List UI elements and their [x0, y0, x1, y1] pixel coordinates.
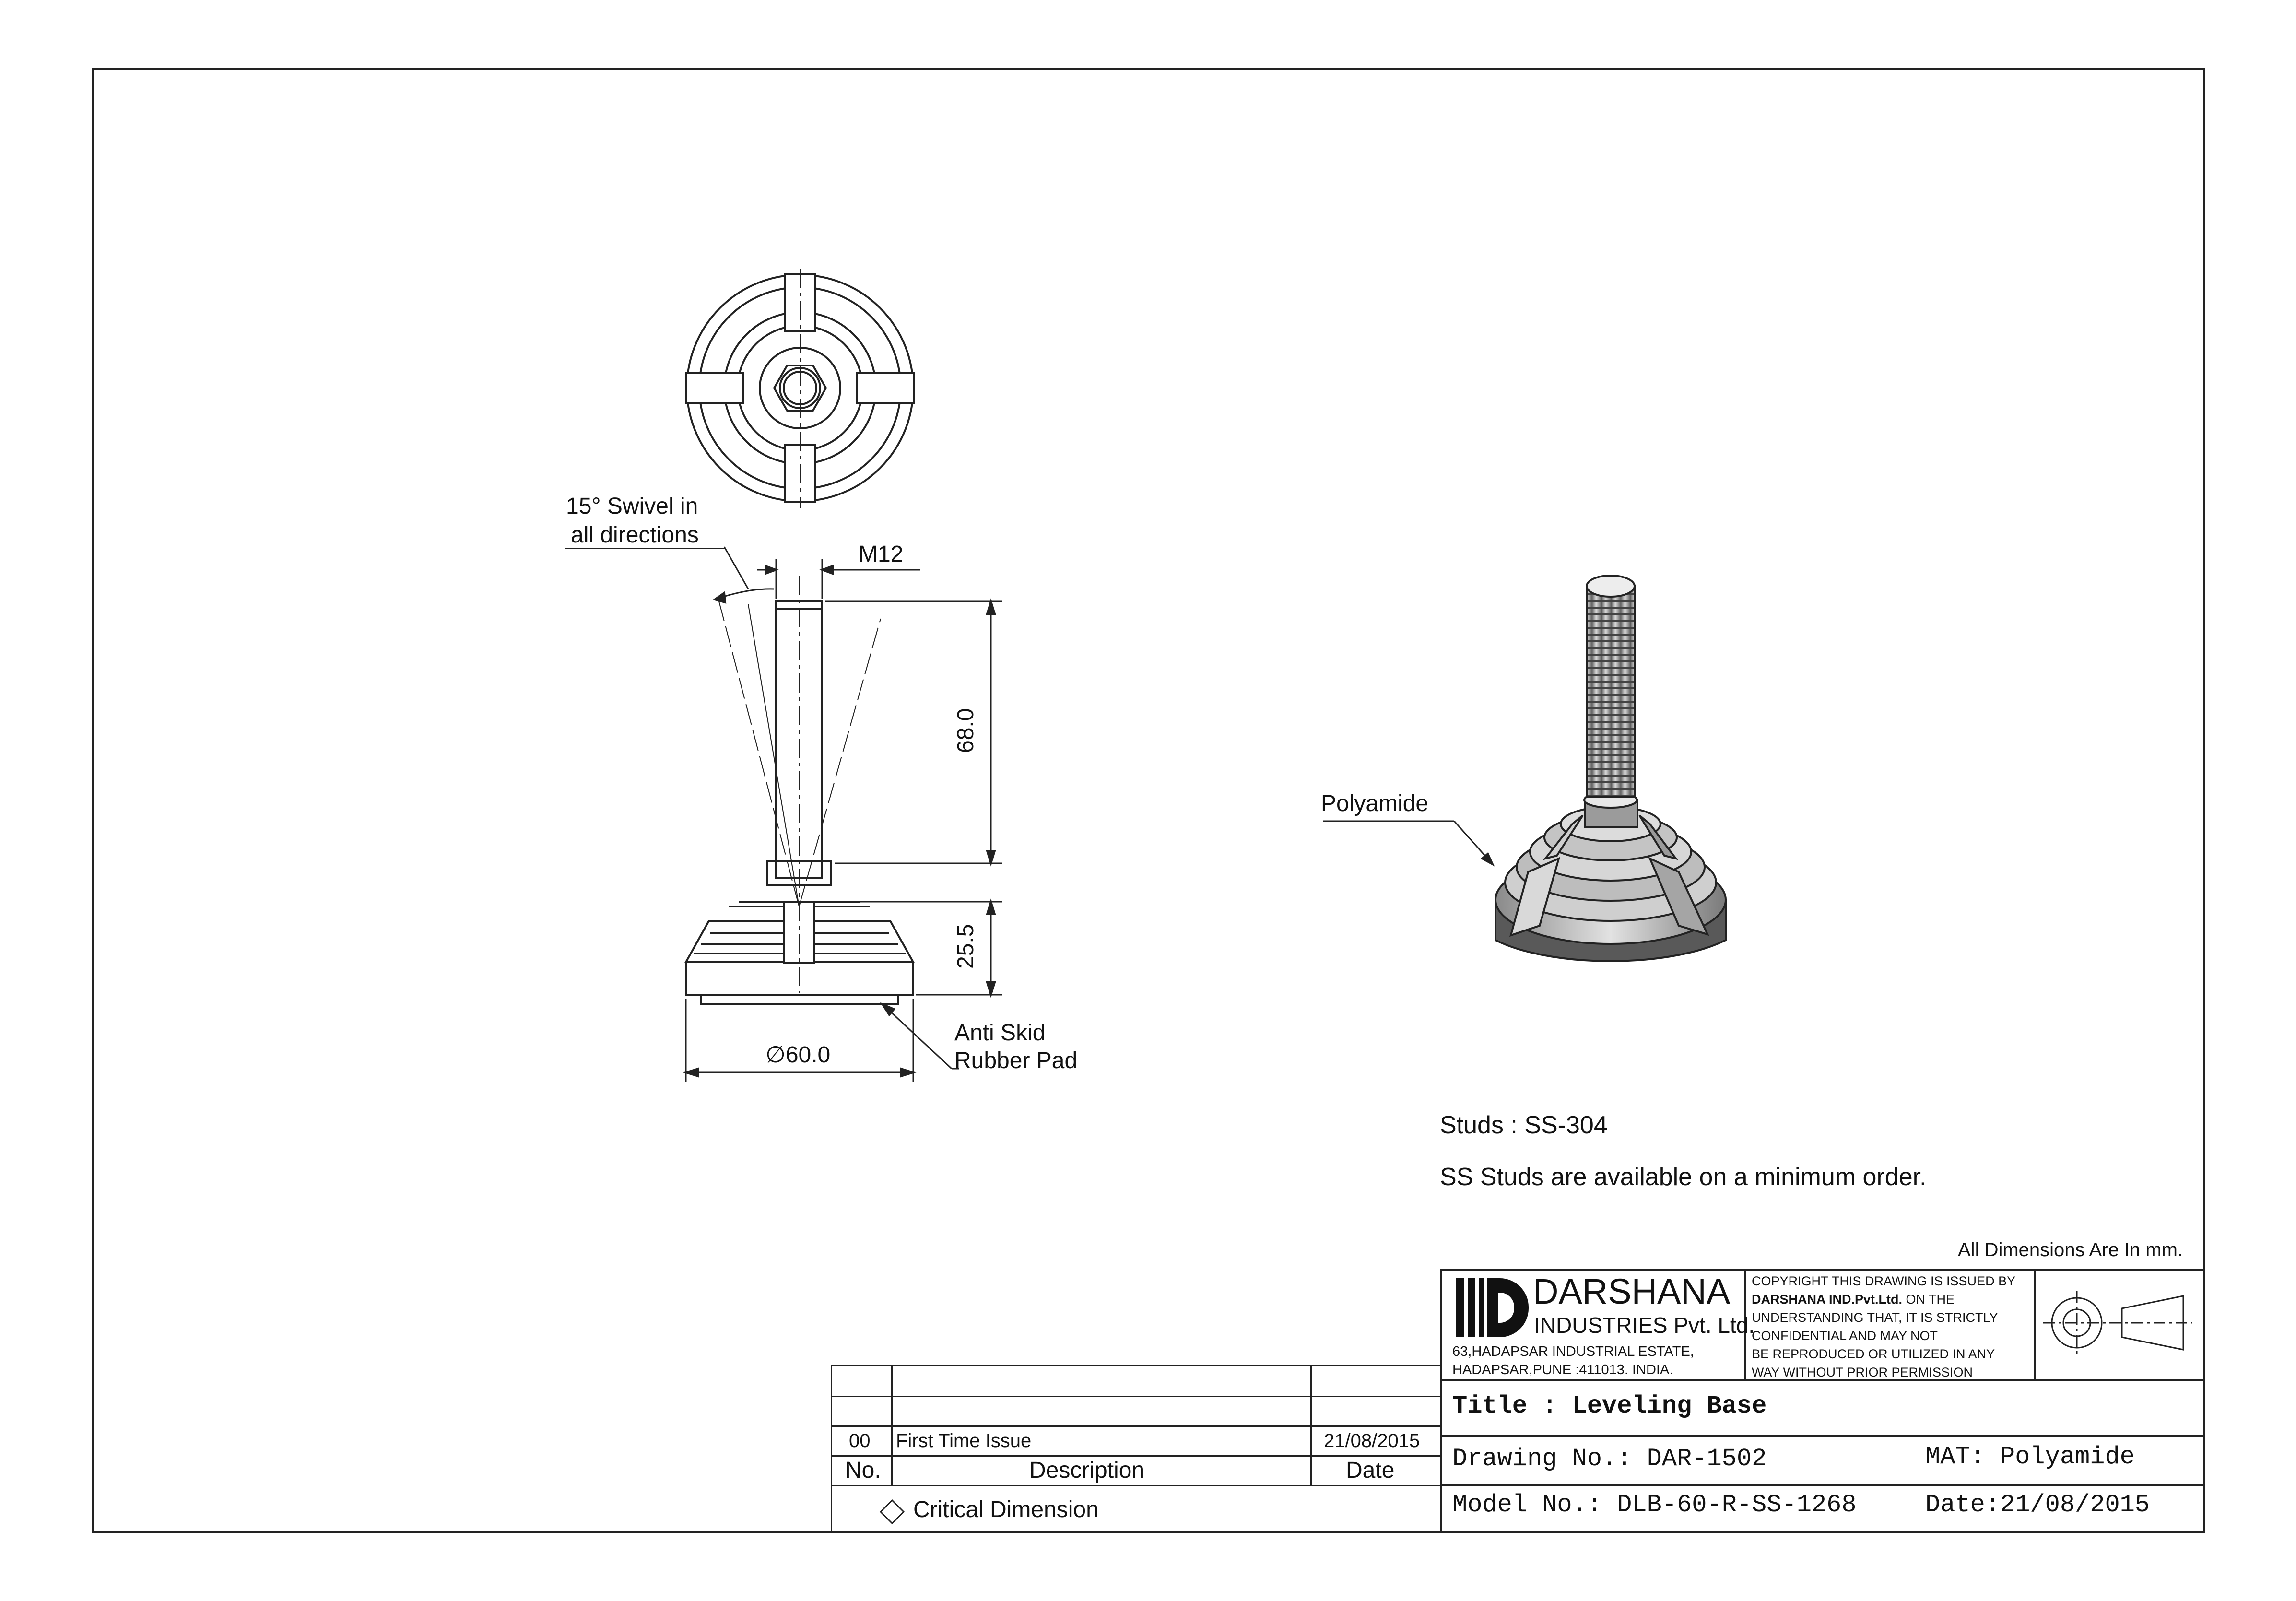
rev-row-line-1 — [831, 1396, 1442, 1397]
swivel-label-underline — [565, 548, 725, 549]
isometric-view — [1323, 576, 1726, 961]
drawing-number: Drawing No.: DAR-1502 — [1452, 1445, 1767, 1473]
swivel-label-line1: 15° Swivel in — [566, 494, 698, 519]
thread-dim-label: M12 — [859, 542, 904, 567]
pad-label-line1: Anti Skid — [954, 1020, 1046, 1046]
rev-row-no: 00 — [849, 1430, 871, 1451]
copyright-line3: UNDERSTANDING THAT, IT IS STRICTLY — [1752, 1310, 1998, 1325]
diameter-symbol: ∅ — [765, 1042, 786, 1068]
rev-row-date: 21/08/2015 — [1324, 1430, 1420, 1451]
company-sub: INDUSTRIES Pvt. Ltd. — [1534, 1313, 1755, 1338]
copyright-line5: BE REPRODUCED OR UTILIZED IN ANY — [1752, 1347, 1995, 1361]
base-height-dim-label: 25.5 — [953, 924, 978, 969]
title-block-divider-2 — [1440, 1435, 2205, 1437]
studs-note: Studs : SS-304 — [1440, 1111, 1608, 1139]
material: MAT: Polyamide — [1925, 1443, 2135, 1471]
rev-col-line-1 — [891, 1365, 893, 1485]
polyamide-label: Polyamide — [1321, 791, 1429, 816]
height-dim-label: 68.0 — [953, 708, 978, 753]
rev-col-line-2 — [1310, 1365, 1312, 1485]
copyright-line2-rest: ON THE — [1902, 1292, 1955, 1307]
drawing-title: Title : Leveling Base — [1452, 1392, 1767, 1420]
rev-header-date: Date — [1346, 1458, 1395, 1483]
swivel-label-line2: all directions — [571, 522, 699, 548]
rev-header-description: Description — [1029, 1458, 1145, 1483]
company-logo — [1456, 1278, 1529, 1337]
copyright-line2 — [1752, 1293, 1955, 1306]
availability-note: SS Studs are available on a minimum order. — [1440, 1163, 1927, 1191]
diameter-dim — [765, 1044, 830, 1067]
copyright-line4: CONFIDENTIAL AND MAY NOT — [1752, 1329, 1938, 1343]
copyright-line1: COPYRIGHT THIS DRAWING IS ISSUED BY — [1752, 1274, 2016, 1288]
units-note: All Dimensions Are In mm. — [1958, 1239, 2183, 1260]
title-block-divider-3 — [1440, 1484, 2205, 1486]
model-number: Model No.: DLB-60-R-SS-1268 — [1452, 1491, 1857, 1519]
rev-row-line-4 — [831, 1485, 1442, 1486]
drawing-date: Date:21/08/2015 — [1925, 1491, 2150, 1519]
rev-row-line-3 — [831, 1455, 1442, 1457]
company-address-line1: 63,HADAPSAR INDUSTRIAL ESTATE, — [1452, 1344, 1694, 1359]
front-view — [686, 547, 1002, 1082]
copyright-company: DARSHANA IND.Pvt.Ltd. — [1752, 1292, 1902, 1307]
critical-dimension-label: Critical Dimension — [913, 1497, 1099, 1522]
pad-label-line2: Rubber Pad — [954, 1048, 1078, 1073]
diameter-dim-label: 60.0 — [785, 1042, 831, 1068]
top-view — [681, 269, 919, 508]
title-block-vdivider-2 — [2034, 1269, 2036, 1379]
rev-header-no: No. — [845, 1458, 881, 1483]
company-name: DARSHANA — [1533, 1271, 1731, 1311]
copyright-line6: WAY WITHOUT PRIOR PERMISSION — [1752, 1365, 1973, 1379]
rev-row-description: First Time Issue — [896, 1430, 1032, 1451]
title-block-divider-1 — [1440, 1379, 2205, 1381]
company-address-line2: HADAPSAR,PUNE :411013. INDIA. — [1452, 1362, 1673, 1377]
rev-row-line-2 — [831, 1425, 1442, 1427]
